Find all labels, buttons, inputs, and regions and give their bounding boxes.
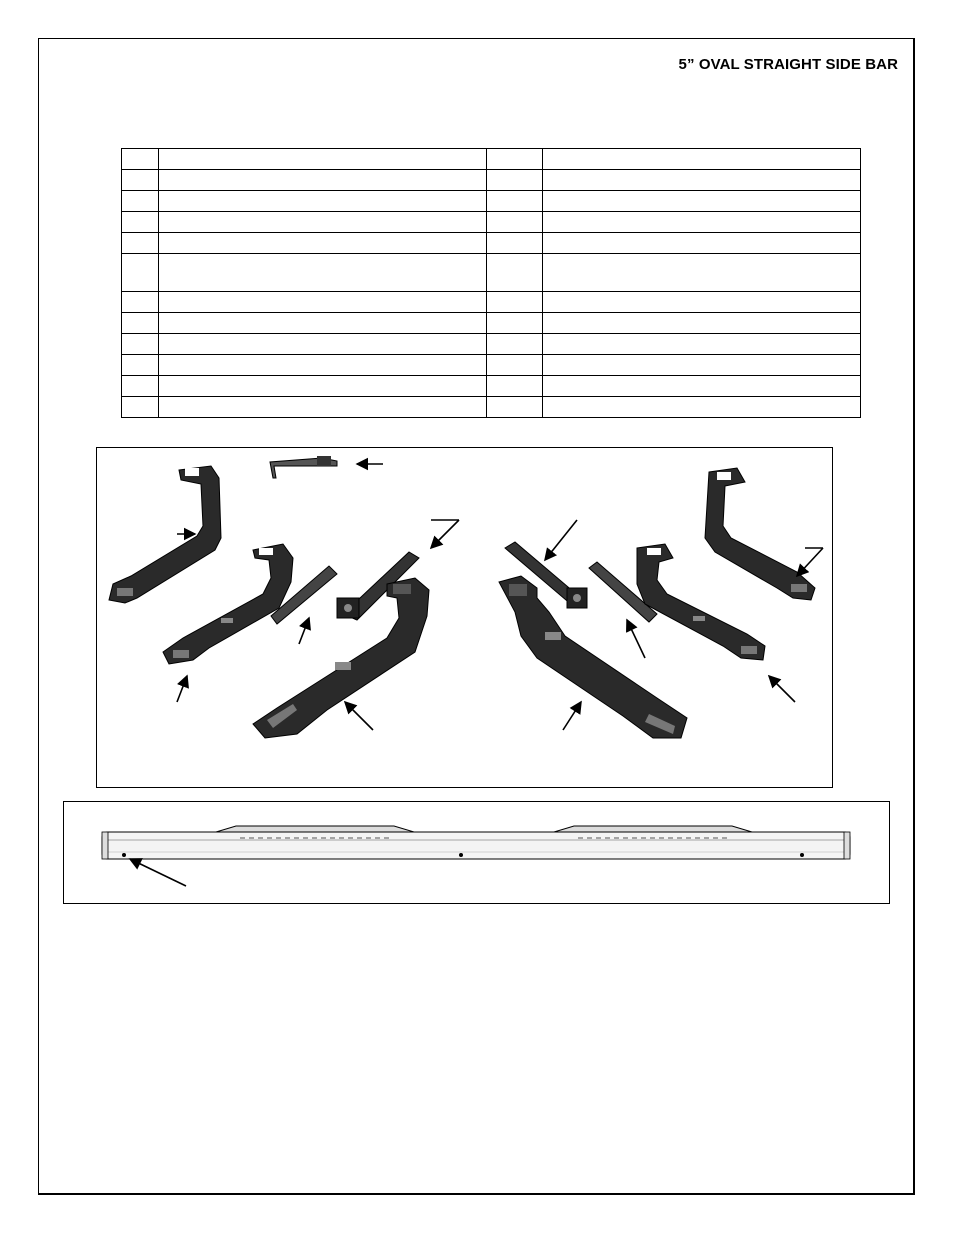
parts-table — [121, 148, 861, 418]
parts-table-cell-qty — [487, 313, 543, 334]
parts-table-cell-note — [543, 376, 861, 397]
parts-table-cell-qty — [487, 170, 543, 191]
parts-table-cell-ref — [122, 334, 159, 355]
parts-table-cell-qty — [487, 334, 543, 355]
parts-table-cell-qty — [487, 233, 543, 254]
parts-table-cell-note — [543, 191, 861, 212]
parts-table-cell-description — [159, 397, 487, 418]
parts-table-cell-description — [159, 254, 487, 292]
parts-table-cell-qty — [487, 254, 543, 292]
parts-table-cell-ref — [122, 170, 159, 191]
parts-table-cell-note — [543, 397, 861, 418]
parts-table-cell-description — [159, 170, 487, 191]
parts-table-cell-description — [159, 212, 487, 233]
parts-table-row — [122, 334, 861, 355]
oval-side-bar — [102, 826, 850, 859]
parts-table-row — [122, 149, 861, 170]
parts-table-row — [122, 191, 861, 212]
page-title: 5” OVAL STRAIGHT SIDE BAR — [678, 56, 898, 73]
hardware-illustration — [97, 448, 834, 789]
callout-arrow-bar — [130, 859, 186, 886]
side-bar-illustration-panel — [63, 801, 890, 904]
parts-table-cell-description — [159, 292, 487, 313]
parts-table-cell-qty — [487, 355, 543, 376]
parts-table-cell-ref — [122, 313, 159, 334]
parts-table-cell-description — [159, 376, 487, 397]
parts-table-cell-qty — [487, 212, 543, 233]
parts-table-cell-description — [159, 355, 487, 376]
parts-table-cell-qty — [487, 149, 543, 170]
parts-table-cell-qty — [487, 292, 543, 313]
parts-table-row — [122, 170, 861, 191]
parts-table-cell-note — [543, 313, 861, 334]
side-bar-illustration — [64, 802, 891, 905]
parts-table-cell-description — [159, 233, 487, 254]
parts-table-cell-ref — [122, 292, 159, 313]
parts-table-cell-note — [543, 355, 861, 376]
parts-table-row — [122, 292, 861, 313]
parts-table-row — [122, 254, 861, 292]
parts-table-cell-ref — [122, 212, 159, 233]
parts-table-row — [122, 376, 861, 397]
parts-table-cell-ref — [122, 376, 159, 397]
bracket-right-tall — [705, 468, 815, 600]
parts-table-cell-note — [543, 254, 861, 292]
parts-table-cell-note — [543, 292, 861, 313]
parts-table-cell-note — [543, 149, 861, 170]
parts-table-cell-description — [159, 149, 487, 170]
parts-table-cell-ref — [122, 233, 159, 254]
parts-table-cell-description — [159, 334, 487, 355]
parts-table-cell-note — [543, 334, 861, 355]
parts-table-row — [122, 233, 861, 254]
parts-table-cell-description — [159, 313, 487, 334]
parts-table-cell-note — [543, 233, 861, 254]
parts-table-row — [122, 355, 861, 376]
parts-table-cell-note — [543, 170, 861, 191]
bracket-left-tall — [109, 466, 221, 603]
parts-table-cell-ref — [122, 397, 159, 418]
parts-table-cell-qty — [487, 376, 543, 397]
parts-table-cell-ref — [122, 149, 159, 170]
hardware-illustration-panel — [96, 447, 833, 788]
l-bracket-small — [270, 456, 337, 478]
parts-table-row — [122, 397, 861, 418]
parts-table-cell-description — [159, 191, 487, 212]
parts-table-row — [122, 313, 861, 334]
parts-table-cell-ref — [122, 355, 159, 376]
parts-table-row — [122, 212, 861, 233]
parts-table-cell-note — [543, 212, 861, 233]
parts-table-cell-qty — [487, 191, 543, 212]
parts-table-cell-ref — [122, 254, 159, 292]
parts-table-cell-ref — [122, 191, 159, 212]
parts-table-cell-qty — [487, 397, 543, 418]
